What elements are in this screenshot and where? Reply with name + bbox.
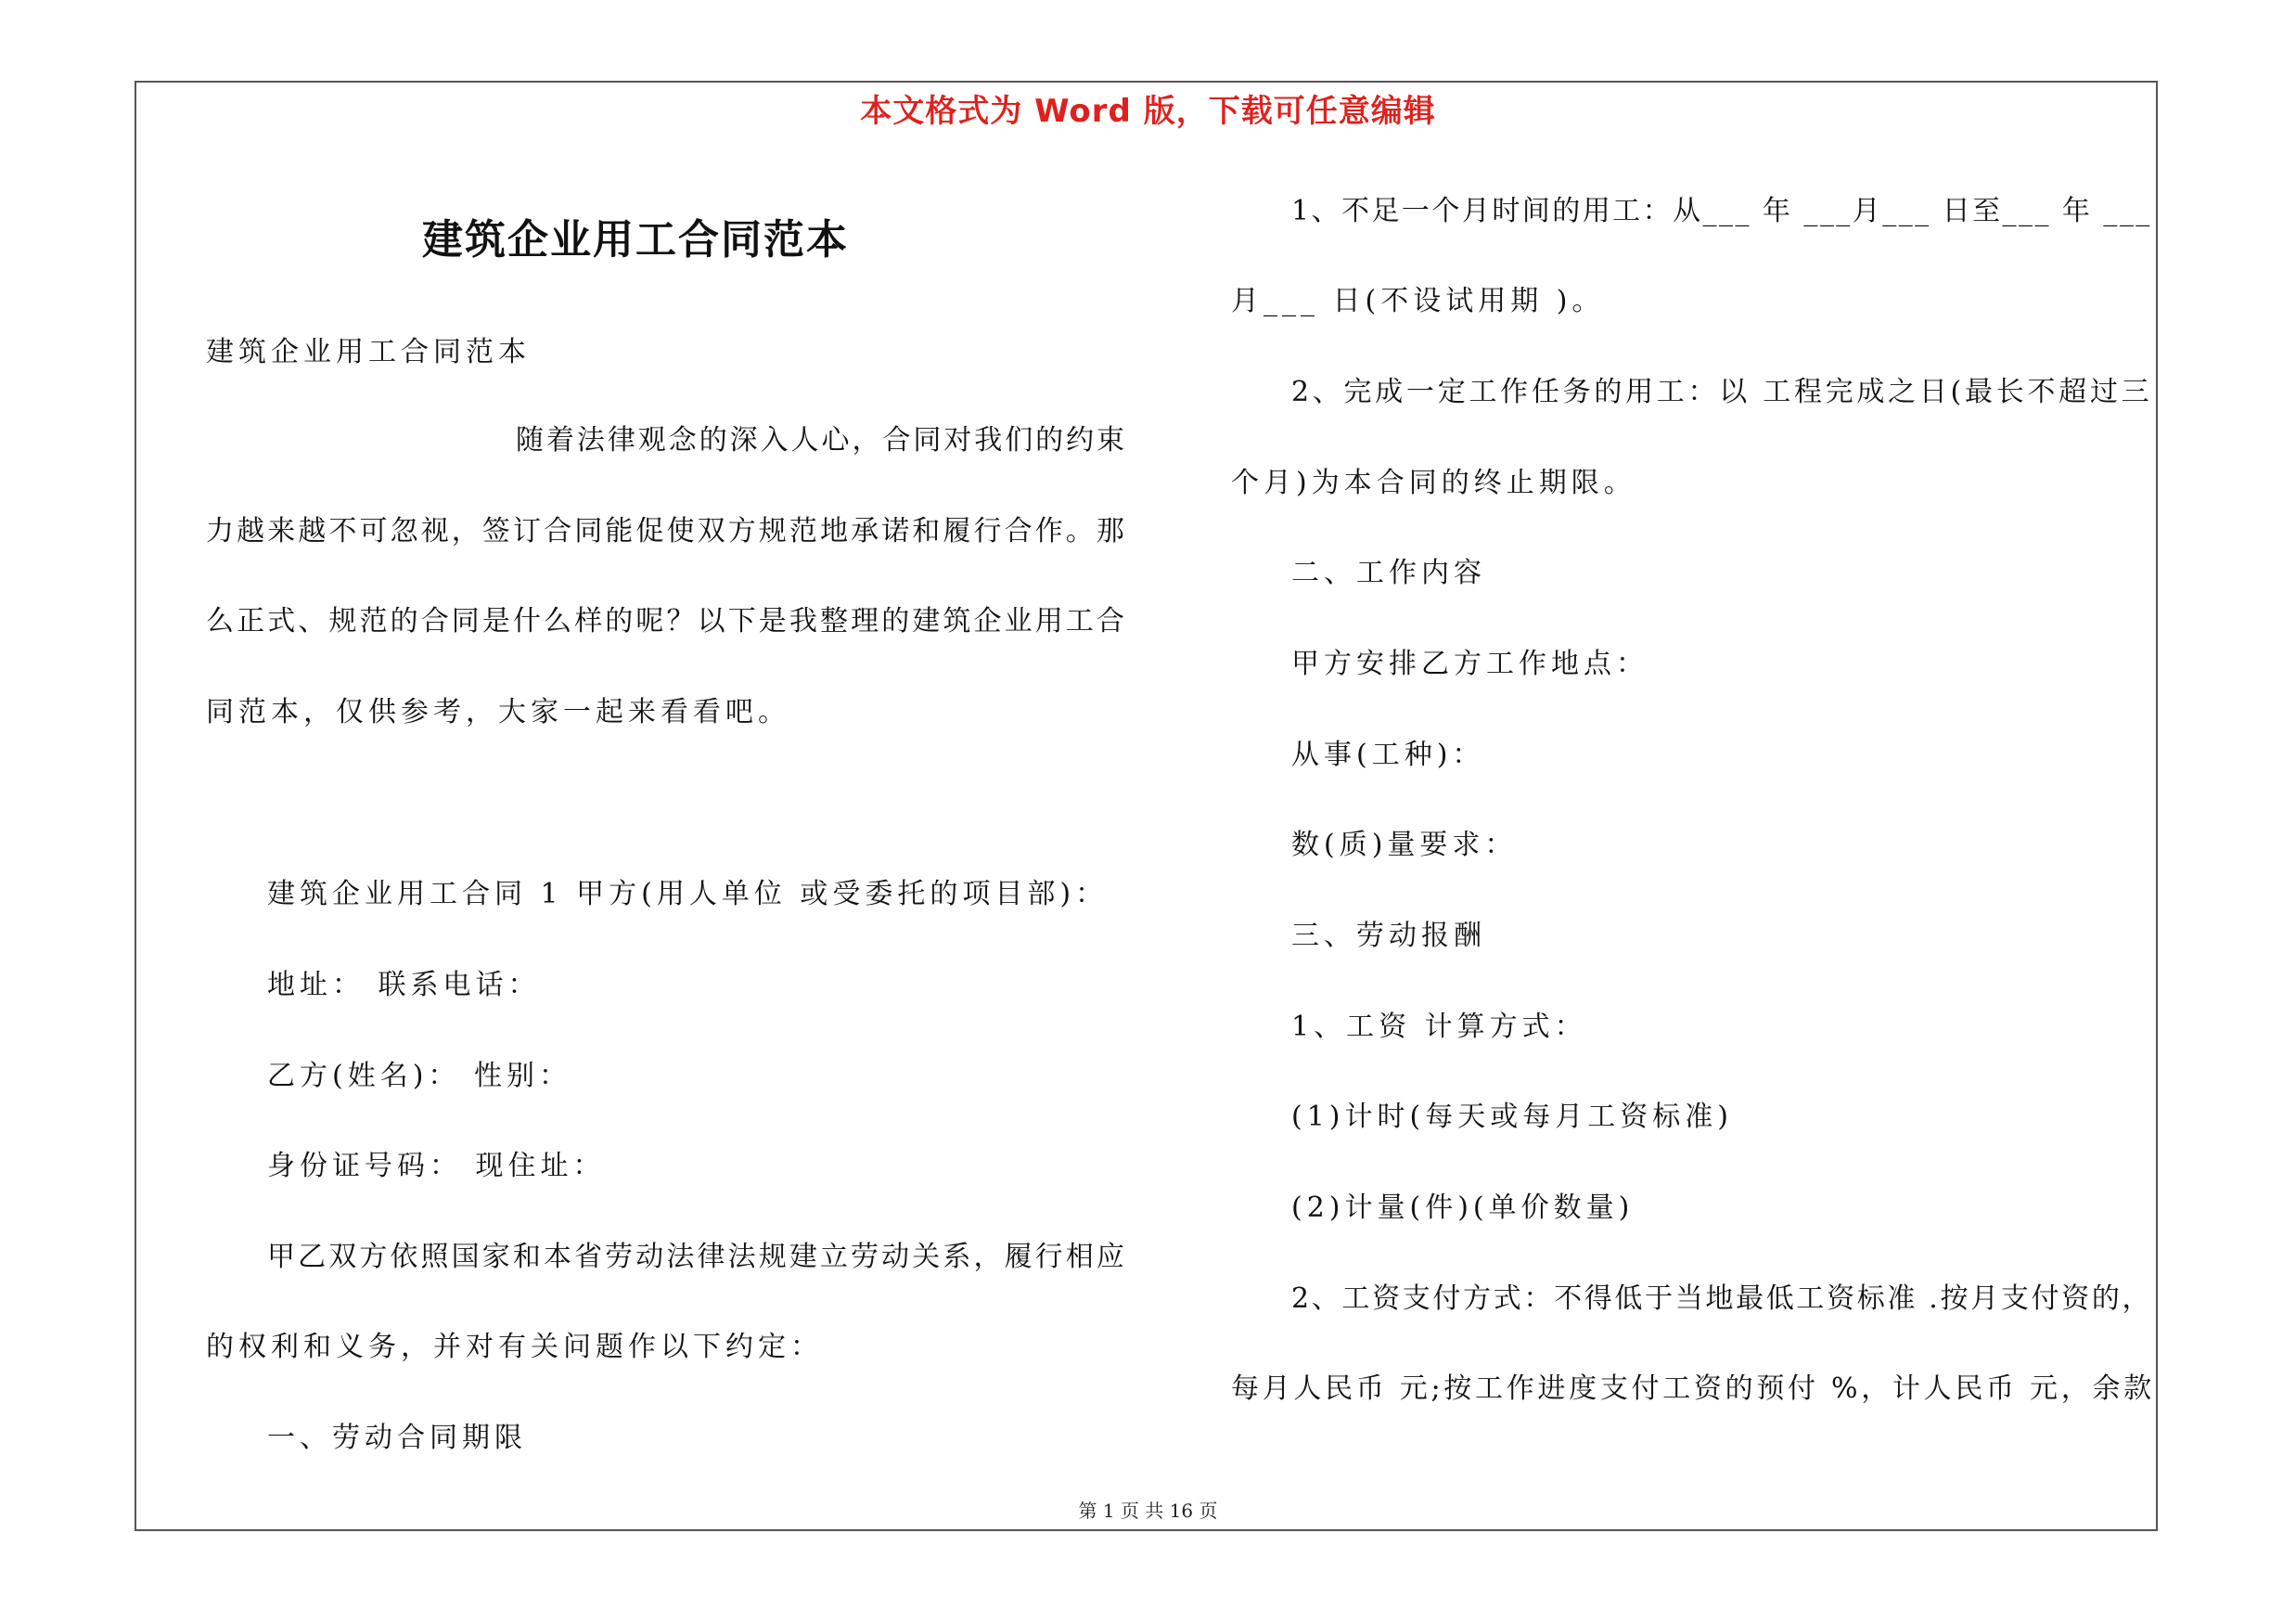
right-line-13: 每月人民币 元;按工作进度支付工资的预付 %，计人民币 元，余款 [1231, 1372, 2155, 1405]
left-line-2: 力越来越不可忽视，签订合同能促使双方规范地承诺和履行合作。那 [206, 515, 1127, 547]
right-line-8: 三、劳动报酬 [1291, 920, 1486, 952]
left-line-6: 地址： 联系电话： [267, 969, 541, 1001]
left-line-1: 随着法律观念的深入人心，合同对我们的约束 [516, 424, 1127, 457]
document-title: 建筑企业用工合同范本 [422, 216, 849, 264]
right-line-11: (2)计量(件)(单价数量) [1291, 1191, 1635, 1224]
right-line-6: 从事(工种)： [1291, 739, 1485, 771]
right-line-0: 1、不足一个月时间的用工：从___ 年 ___月___ 日至___ 年 ___ [1291, 195, 2152, 227]
left-line-10: 的权利和义务，并对有关问题作以下约定： [206, 1331, 823, 1363]
right-line-10: (1)计时(每天或每月工资标准) [1291, 1101, 1733, 1133]
left-line-7: 乙方(姓名)： 性别： [267, 1060, 571, 1092]
page-number-footer: 第 1 页 共 16 页 [1078, 1500, 1218, 1522]
right-line-7: 数(质)量要求： [1291, 829, 1518, 861]
left-line-8: 身份证号码： 现住址： [267, 1150, 606, 1182]
right-line-5: 甲方安排乙方工作地点： [1291, 648, 1648, 680]
left-line-9: 甲乙双方依照国家和本省劳动法律法规建立劳动关系，履行相应 [267, 1241, 1127, 1273]
left-line-11: 一、劳动合同期限 [267, 1422, 527, 1454]
left-line-3: 么正式、规范的合同是什么样的呢？以下是我整理的建筑企业用工合 [206, 605, 1127, 638]
right-line-3: 个月)为本合同的终止期限。 [1231, 467, 1636, 499]
left-line-0: 建筑企业用工合同范本 [206, 336, 531, 368]
right-line-1: 月___ 日(不设试用期 )。 [1231, 285, 1605, 317]
left-line-4: 同范本，仅供参考，大家一起来看看吧。 [206, 696, 790, 728]
right-line-12: 2、工资支付方式：不得低于当地最低工资标准 .按月支付资的， [1291, 1282, 2153, 1315]
format-banner: 本文格式为 Word 版，下载可任意编辑 [860, 93, 1436, 130]
right-line-2: 2、完成一定工作任务的用工：以 工程完成之日(最长不超过三 [1291, 376, 2153, 408]
right-line-4: 二、工作内容 [1291, 557, 1486, 589]
right-line-9: 1、工资 计算方式： [1291, 1011, 1587, 1043]
left-line-5: 建筑企业用工合同 1 甲方(用人单位 或受委托的项目部)： [267, 878, 1109, 910]
